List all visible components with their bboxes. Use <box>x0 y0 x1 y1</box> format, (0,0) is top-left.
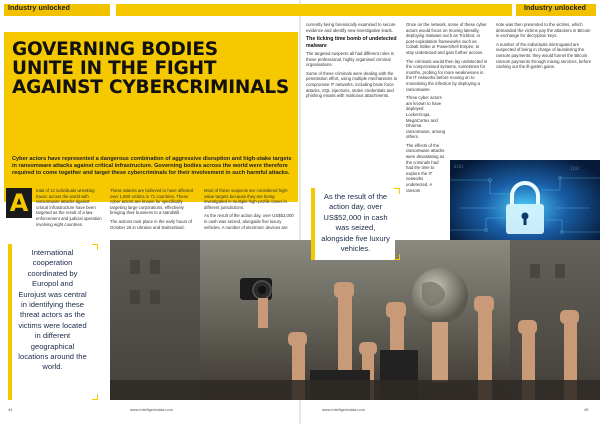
body-subhead: The ticking time bomb of undetected malware <box>306 36 397 49</box>
body-paragraph: As the result of the action day, over US$52,000 in cash was seized, alongside five luxury vehicles. A number of electronic devices are <box>204 213 294 230</box>
headline-line: UNITE IN THE FIGHT <box>12 58 217 79</box>
svg-text:0101: 0101 <box>454 164 464 169</box>
pull-quote-right <box>311 188 395 260</box>
quote-corner <box>92 244 98 250</box>
footer-url-right[interactable]: www.intelligentdata.com <box>322 407 365 412</box>
body-paragraph: Some of these criminals were dealing with the penetration effort, using multiple mechanisms to compromise IT networks, including brute force attacks, SQL injections, stolen credentials and phishing emails with malicious attachments. <box>306 70 398 99</box>
body-paragraph: currently being forensically examined to secure evidence and identify new investigative leads. <box>306 22 396 33</box>
section-label-left: Industry unlocked <box>8 5 70 12</box>
body-paragraph: The targeted suspects all had different roles in these professional, highly organised criminal organisations. <box>306 51 395 68</box>
page-number-right: 45 <box>584 407 589 412</box>
body-paragraph: Three cyber actors are known to have deployed LockerGoga, MegaCortex and Dharma ransomware, among others. <box>406 95 446 140</box>
section-label-right: Industry unlocked <box>524 5 586 12</box>
raised-fists-illustration <box>110 240 600 400</box>
footer-url-left[interactable]: www.intelligentdata.com <box>130 407 173 412</box>
body-paragraph: These attacks are believed to have affected over 1,800 victims in 71 countries. These cyber actors are known for specifically targeting large corporations, effectively bringing their business to a standstill. <box>110 188 194 216</box>
body-paragraph: The criminals would then lay undetected in the compromised systems, sometimes for months, probing for more weaknesses in the IT networks before moving on to monetising the infection by deploying a ransomware. <box>406 58 488 92</box>
body-column-4 <box>306 22 398 182</box>
quote-corner <box>394 254 400 260</box>
quote-corner <box>92 394 98 400</box>
quote-corner <box>394 188 400 194</box>
body-column-6 <box>496 22 594 152</box>
article-headline <box>12 40 292 97</box>
headline-line: AGAINST CYBERCRIMINALS <box>12 77 290 98</box>
protest-photo <box>110 240 600 400</box>
body-paragraph: Once on the network, some of these cyber actors would focus on moving laterally, deploying malware such as Trickbot, or post-exploitation frameworks such as Cobalt Strike or PowerShell Empire, to stay undetected and gain further access. <box>406 22 487 55</box>
body-paragraph: total of 12 individuals wreaking havoc across the world with ransomware attacks against critical infrastructure have been targeted as the result of a law enforcement and judicial operation involving eight countries. <box>36 188 102 227</box>
pull-quote-text: As the result of the action day, over US$52,000 in cash was seized, alongside five luxury vehicles. <box>321 192 390 254</box>
svg-text:1101: 1101 <box>570 166 580 171</box>
body-paragraph: A number of the individuals interrogated are suspected of being in charge of laundering the ransom payments: they would funnel the Bitcoin ransom payments through mixing services, before cashing out the ill-gotten gains. <box>496 41 592 70</box>
body-paragraph: The effects of the ransomware attacks were devastating as the criminals had had the time to explore the IT networks undetected. A ransom <box>406 142 445 193</box>
headline-line: GOVERNING BODIES <box>12 39 218 60</box>
pull-quote-text: International cooperation coordinated by Europol and Eurojust was central in identifying these threat actors as the victims were located in different geographical locations around the world. <box>18 248 87 372</box>
pull-quote-left <box>8 244 92 400</box>
page-number-left: 44 <box>8 407 13 412</box>
body-paragraph: Most of these suspects are considered high-value targets because they are being investigated in multiple high-profile cases in different jurisdictions. <box>204 188 289 210</box>
body-column-3 <box>204 188 294 240</box>
section-bar-middle <box>116 4 512 16</box>
standfirst: Cyber actors have represented a dangerous combination of aggressive disruption and high-stake targets in ransomware attacks against critical infrastructure. Governing bodies across the world were therefore required to come together and target these cybercriminals for their involvement in such harmful attacks. <box>12 156 292 176</box>
body-column-2 <box>110 188 196 240</box>
body-paragraph: The actions took place in the early hours of October 26 in Ukraine and Switzerland. <box>110 218 192 230</box>
drop-cap: A <box>6 188 32 218</box>
body-paragraph: note was then presented to the victims, which demanded the victims pay the attackers in Bitcoin in exchange for decryption keys. <box>496 22 591 39</box>
body-column-1 <box>36 188 102 240</box>
